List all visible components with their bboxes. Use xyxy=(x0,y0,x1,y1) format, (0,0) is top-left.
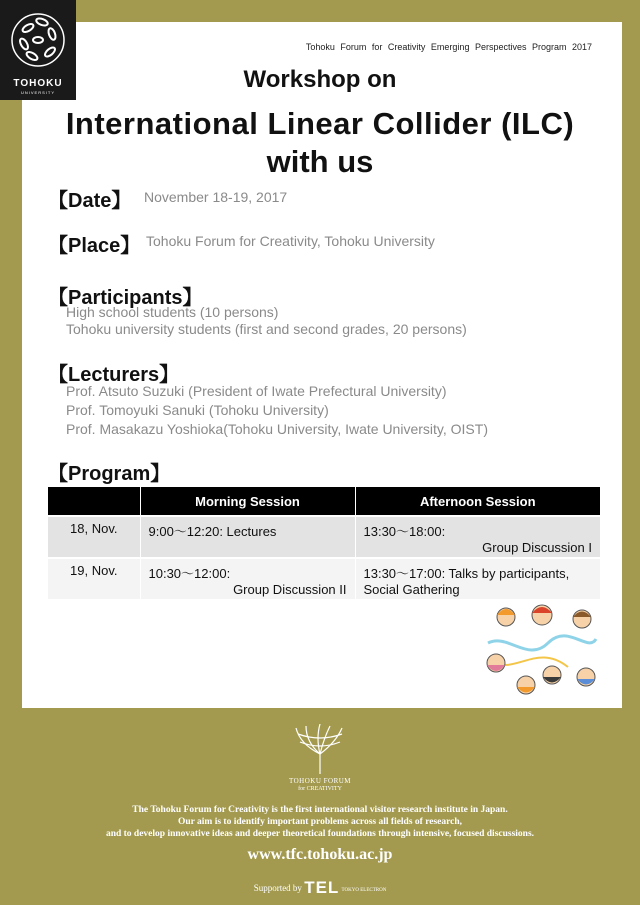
participant-item: High school students (10 persons) xyxy=(66,304,279,320)
footer-description: and to develop innovative ideas and deeper theoretical foundations through intensive, focused discussions. xyxy=(105,829,535,839)
afternoon-cell xyxy=(355,516,600,558)
session-time: 13:30～17:00: Talks by participants, xyxy=(363,566,570,581)
table-row xyxy=(48,558,600,599)
session-title: Group Discussion I xyxy=(482,540,592,555)
afternoon-cell xyxy=(355,558,600,599)
program-heading: 【Program】 xyxy=(48,463,171,485)
session-time: 10:30～12:00: xyxy=(148,566,231,581)
footer-org-name: TOHOKU FORUM xyxy=(288,777,352,785)
leaf-emblem-icon xyxy=(8,8,68,72)
supported-by-label: Supported by xyxy=(253,883,302,893)
day-cell: 19, Nov. xyxy=(48,558,140,599)
session-title: Group Discussion II xyxy=(233,582,347,597)
participants-heading: 【Participants】 xyxy=(48,287,203,309)
table-header-cell xyxy=(48,487,140,516)
children-illustration-icon xyxy=(478,603,603,699)
lecturer-item: Prof. Tomoyuki Sanuki (Tohoku University) xyxy=(66,402,329,418)
footer-description: Our aim is to identify important problems across all fields of research, xyxy=(177,817,463,827)
participant-item: Tohoku university students (first and second grades, 20 persons) xyxy=(66,321,467,337)
morning-cell xyxy=(140,558,355,599)
footer-org-sub: for CREATIVITY xyxy=(298,786,342,792)
date-heading: 【Date】 xyxy=(48,190,132,212)
table-header-row xyxy=(48,487,600,516)
website-link[interactable]: www.tfc.tohoku.ac.jp xyxy=(247,846,393,863)
lecturers-heading: 【Lecturers】 xyxy=(48,364,180,386)
sponsor-subtitle: TOKYO ELECTRON xyxy=(341,888,387,893)
session-title: Social Gathering xyxy=(363,582,460,597)
title-line3: with us xyxy=(266,144,374,179)
date-value: November 18-19, 2017 xyxy=(144,189,288,205)
sponsor-line xyxy=(0,878,640,898)
program-table xyxy=(48,487,600,599)
logo-subtitle: UNIVERSITY xyxy=(20,90,55,95)
tfc-logo-icon xyxy=(290,724,350,776)
table-header-cell: Morning Session xyxy=(140,487,355,516)
sponsor-logo: TEL xyxy=(304,878,340,897)
logo-name: TOHOKU xyxy=(13,78,63,89)
session-time: 13:30～18:00: xyxy=(363,524,446,539)
table-header-cell: Afternoon Session xyxy=(355,487,600,516)
place-heading: 【Place】 xyxy=(48,235,141,257)
footer-description: The Tohoku Forum for Creativity is the first international visitor research institute in Japan. xyxy=(132,805,508,815)
program-note: Tohoku Forum for Creativity Emerging Perspectives Program 2017 xyxy=(305,42,592,52)
title-line1: Workshop on xyxy=(243,66,397,93)
table-row xyxy=(48,516,600,558)
title-line2: International Linear Collider (ILC) xyxy=(65,106,575,141)
morning-cell xyxy=(140,516,355,558)
lecturer-item: Prof. Masakazu Yoshioka(Tohoku University, Iwate University, OIST) xyxy=(66,421,488,437)
lecturer-item: Prof. Atsuto Suzuki (President of Iwate Prefectural University) xyxy=(66,383,447,399)
place-value: Tohoku Forum for Creativity, Tohoku University xyxy=(146,233,435,249)
day-cell: 18, Nov. xyxy=(48,516,140,558)
session-time: 9:00～12:20: Lectures xyxy=(148,524,277,539)
